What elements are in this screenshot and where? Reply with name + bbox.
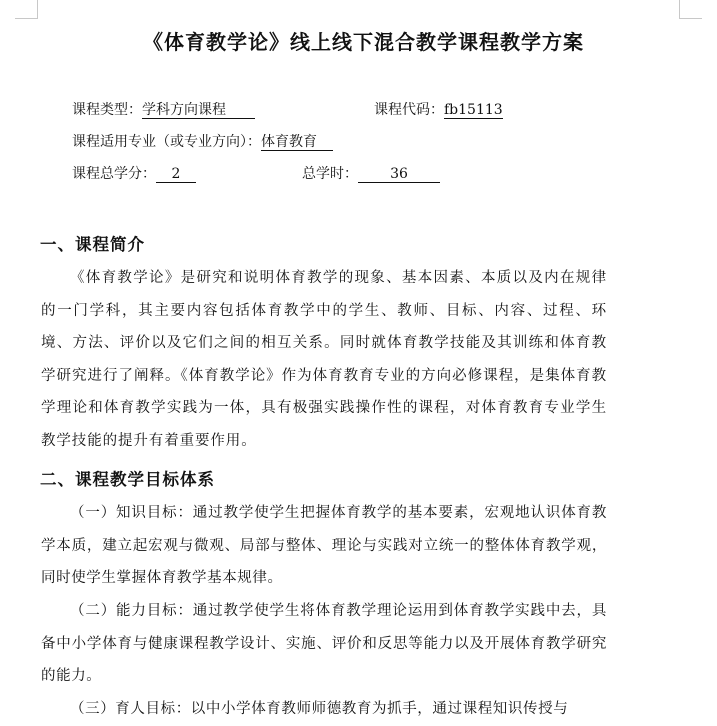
ability-objective-paragraph: （二）能力目标：通过教学使学生将体育教学理论运用到体育教学实践中去，具备中小学体育与健康课程教学设计、实施、评价和反思等能力以及开展体育教学研究的能力。 — [41, 603, 607, 684]
course-code-value: fb15113 — [444, 102, 503, 118]
course-credit-row — [72, 163, 196, 183]
course-major-row — [72, 131, 333, 151]
section-heading-intro: 一、课程简介 — [40, 235, 145, 254]
intro-paragraph: 《体育教学论》是研究和说明体育教学的现象、基本因素、本质以及内在规律的一门学科，其主要内容包括体育教学中的学生、教师、目标、内容、过程、环境、方法、评价以及它们之间的相互关系。同时就体育教学技能及其训练和体育教学研究进行了阐释。《体育教学论》作为体育教育专业的方向必修课程，是集体育教学理论和体育教学实践为一体，具有极强实践操作性的课程，对体育教育专业学生教学技能的提升有着重要作用。 — [41, 270, 607, 449]
knowledge-objective-paragraph: （一）知识目标：通过教学使学生把握体育教学的基本要素，宏观地认识体育教学本质，建立起宏观与微观、局部与整体、理论与实践对立统一的整体体育教学观，同时使学生掌握体育教学基本规律。 — [41, 505, 607, 586]
course-code-label: 课程代码： — [374, 102, 444, 118]
course-hours-value: 36 — [358, 167, 440, 183]
page-corner-mark-right — [679, 0, 702, 19]
course-major-label: 课程适用专业（或专业方向）： — [72, 134, 261, 150]
page-cutoff-area — [41, 693, 607, 717]
section-heading-objectives: 二、课程教学目标体系 — [40, 470, 215, 489]
course-major-value: 体育教育 — [261, 135, 333, 151]
course-type-label: 课程类型： — [72, 102, 142, 118]
course-credit-label: 课程总学分： — [72, 166, 156, 182]
course-type-row — [72, 99, 255, 119]
document-title: 《体育教学论》线上线下混合教学课程教学方案 — [143, 30, 584, 54]
course-hours-label: 总学时： — [302, 166, 358, 182]
page-corner-mark-left — [15, 0, 38, 19]
course-credit-value: 2 — [156, 167, 196, 183]
course-code-row — [374, 99, 503, 119]
course-type-value: 学科方向课程 — [142, 103, 255, 119]
course-hours-row — [302, 163, 440, 183]
education-objective-paragraph: （三）育人目标：以中小学体育教师师德教育为抓手，通过课程知识传授与 — [70, 701, 569, 717]
